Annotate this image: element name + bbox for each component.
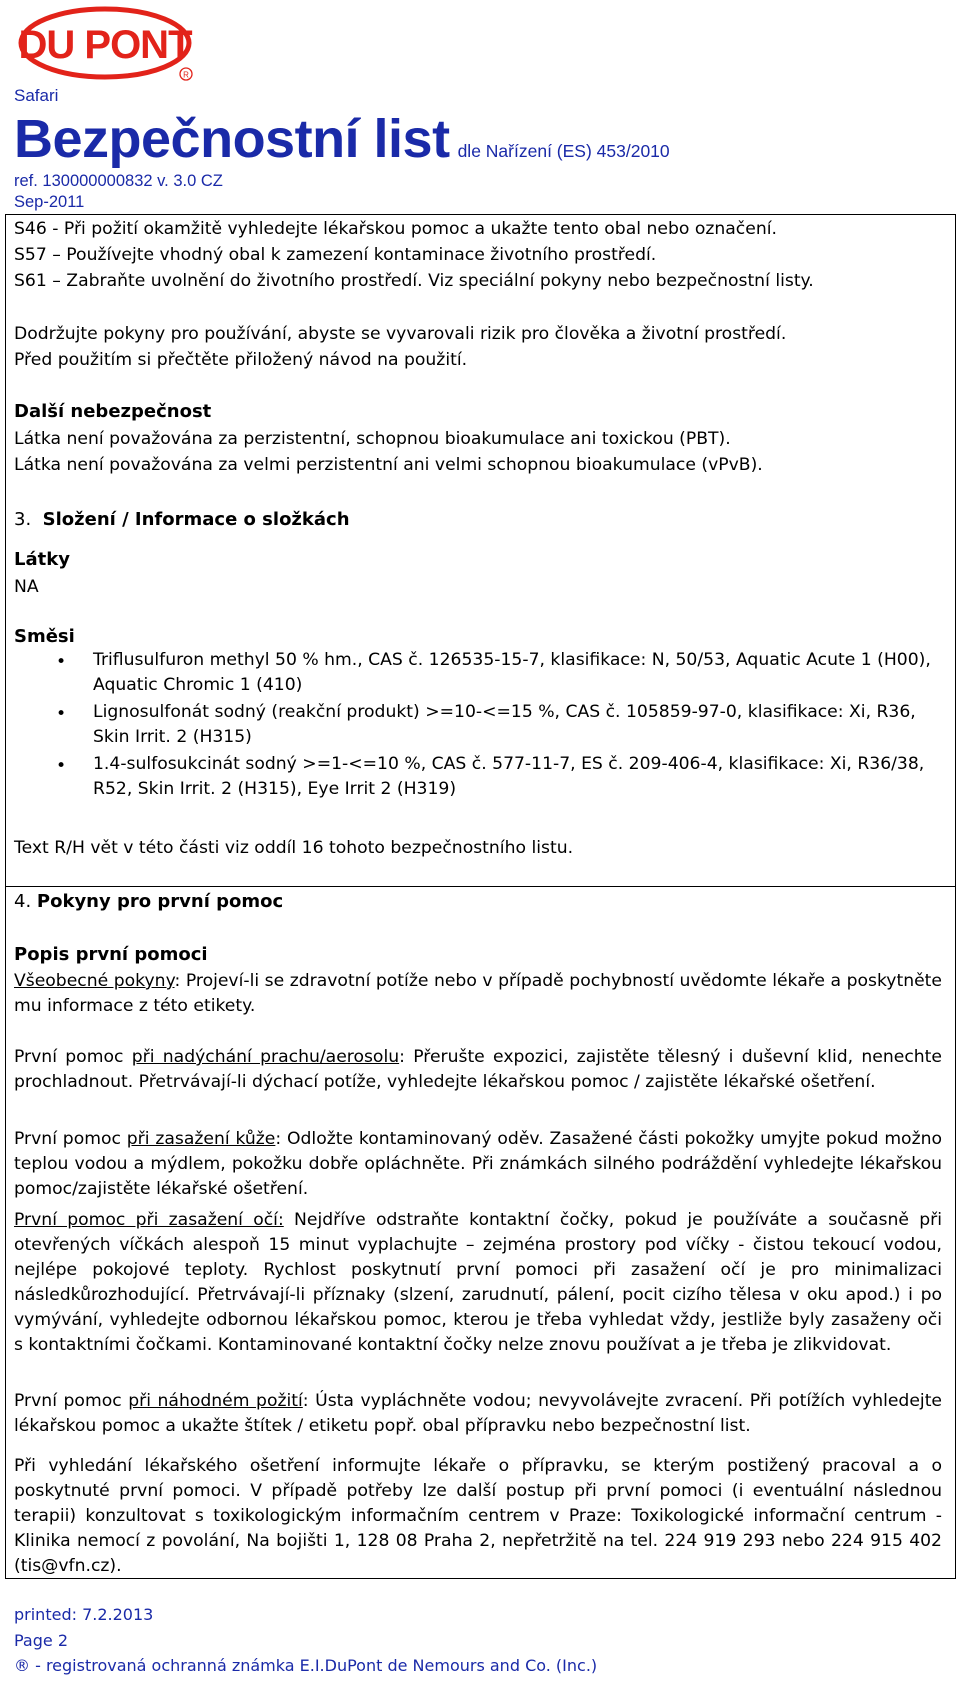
printed-date: printed: 7.2.2013	[14, 1605, 154, 1624]
document-reference: ref. 130000000832 v. 3.0 CZ	[14, 172, 223, 190]
general-instructions	[14, 969, 942, 1019]
eye-label: První pomoc při zasažení očí:	[14, 1210, 284, 1230]
ingestion-prefix: První pomoc	[14, 1391, 129, 1411]
mixture-item: Lignosulfonát sodný (reakční produkt) >=10-<=15 %, CAS č. 105859-97-0, klasifikace: Xi, R36, Skin Irrit. 2 (H315)	[93, 702, 916, 747]
section-divider	[5, 886, 956, 887]
instruction-line: Dodržujte pokyny pro používání, abyste se vyvarovali rizik pro člověka a životní prostředí.	[14, 324, 787, 344]
bullet-icon: •	[56, 704, 67, 724]
substances-value: NA	[14, 577, 39, 597]
ingestion-instructions	[14, 1389, 942, 1439]
first-aid-description-heading: Popis první pomoci	[14, 944, 208, 965]
eye-instructions	[14, 1208, 942, 1358]
frame-top-rule	[5, 214, 956, 215]
skin-label: při zasažení kůže	[126, 1129, 276, 1149]
skin-instructions	[14, 1127, 942, 1202]
mixture-item: 1.4-sulfosukcinát sodný >=1-<=10 %, CAS č. 577-11-7, ES č. 209-406-4, klasifikace: Xi, R36/38, R52, Skin Irrit. 2 (H315), Eye Irrit 2 (H319)	[93, 754, 925, 799]
section-3-number: 3.	[14, 509, 32, 530]
bullet-icon: •	[56, 652, 67, 672]
general-text: : Projeví-li se zdravotní potíže nebo v případě pochybností uvědomte lékaře a poskytněte mu informace z této etikety.	[14, 971, 942, 1016]
skin-text: : Odložte kontaminovaný oděv. Zasažené části pokožky umyjte pokud možno teplou vodou a mýdlem, pokožku dobře opláchněte. Při známkách silného podráždění vyhledejte lékařskou pomoc/zajistěte lékařské ošetření.	[14, 1129, 943, 1199]
general-label: Všeobecné pokyny	[14, 971, 175, 991]
section-3-heading	[14, 507, 350, 533]
phrase-s57: S57 – Používejte vhodný obal k zamezení kontaminace životního prostředí.	[14, 245, 657, 265]
inhalation-prefix: První pomoc	[14, 1047, 132, 1067]
logo-wordmark: DU PONT	[18, 23, 192, 67]
inhalation-label: při nadýchání prachu/aerosolu	[131, 1047, 400, 1067]
dupont-logo	[18, 6, 196, 84]
svg-text:R: R	[183, 70, 189, 80]
section-4-heading	[14, 889, 283, 915]
phrase-s61: S61 – Zabraňte uvolnění do životního prostředí. Viz speciální pokyny nebo bezpečnostní listy.	[14, 271, 814, 291]
product-name: Safari	[14, 86, 59, 105]
mixture-item: Triflusulfuron methyl 50 % hm., CAS č. 126535-15-7, klasifikace: N, 50/53, Aquatic Acute 1 (H00), Aquatic Chromic 1 (410)	[93, 650, 931, 695]
skin-prefix: První pomoc	[14, 1129, 127, 1149]
document-date: Sep-2011	[14, 193, 85, 211]
inhalation-text: : Přerušte expozici, zajistěte tělesný i duševní klid, nenechte prochladnout. Přetrvávají-li dýchací potíže, vyhledejte lékařskou pomoc / zajistěte lékařské ošetření.	[14, 1047, 942, 1092]
page-number: Page 2	[14, 1631, 68, 1650]
other-hazards-line: Látka není považována za perzistentní, schopnou bioakumulace ani toxickou (PBT).	[14, 429, 731, 449]
regulation-reference: dle Nařízení (ES) 453/2010	[457, 141, 670, 161]
eye-text: Nejdříve odstraňte kontaktní čočky, pokud je používáte a současně při otevřených víčkách alespoň 15 minut vyplachujte – zejména prostory pod víčky - čistou tekoucí vodou, nejlépe pokojové teploty. Rychlost poskytnutí první pomoci při zasažení očí je pro minimalizaci následkůrozhodující. Přetrvávají-li příznaky (slzení, zarudnutí, pálení, pocit cizího tělesa v oku apod.) i po vymývání, vyhledejte odbornou lékařskou pomoc, kterou je třeba vyhledat vždy, jestliže byly zasaženy oči s kontaktními čočkami. Kontaminované kontaktní čočky nelze znovu používat a je třeba je zlikvidovat.	[14, 1210, 942, 1355]
document-title: Bezpečnostní list	[14, 109, 450, 169]
ingestion-label: při náhodném požití	[128, 1391, 303, 1411]
phrase-s46: S46 - Při požití okamžitě vyhledejte lékařskou pomoc a ukažte tento obal nebo označení.	[14, 219, 777, 239]
section-3-note: Text R/H vět v této části viz oddíl 16 tohoto bezpečnostního listu.	[14, 838, 574, 858]
ingestion-text: : Ústa vypláchněte vodou; nevyvolávejte zvracení. Při potížích vyhledejte lékařskou pomoc a ukažte štítek / etiketu popř. obal přípravku nebo bezpečnostní list.	[14, 1391, 943, 1436]
trademark-notice: ® - registrovaná ochranná známka E.I.DuPont de Nemours and Co. (Inc.)	[14, 1656, 598, 1675]
document-title-row	[14, 108, 670, 170]
section-4-number: 4.	[14, 891, 32, 912]
other-hazards-heading: Další nebezpečnost	[14, 401, 212, 422]
instruction-line: Před použitím si přečtěte přiložený návod na použití.	[14, 350, 468, 370]
bullet-icon: •	[56, 756, 67, 776]
inhalation-instructions	[14, 1045, 942, 1095]
medical-consultation-text: Při vyhledání lékařského ošetření informujte lékaře o přípravku, se kterým postižený pracoval a o poskytnuté první pomoci. V případě potřeby lze další postup při první pomoci (i eventuální následnou terapii) konzultovat s toxikologickým informačním centrem v Praze: Toxikologické informační centrum - Klinika nemocí z povolání, Na bojišti 1, 128 08 Praha 2, nepřetržitě na tel. 224 919 293 nebo 224 915 402 (tis@vfn.cz).	[14, 1456, 942, 1576]
other-hazards-line: Látka není považována za velmi perzistentní ani velmi schopnou bioakumulace (vPvB).	[14, 455, 763, 475]
mixtures-heading: Směsi	[14, 626, 75, 647]
section-3-title: Složení / Informace o složkách	[42, 509, 350, 530]
section-4-title: Pokyny pro první pomoc	[36, 891, 284, 912]
substances-heading: Látky	[14, 549, 70, 570]
